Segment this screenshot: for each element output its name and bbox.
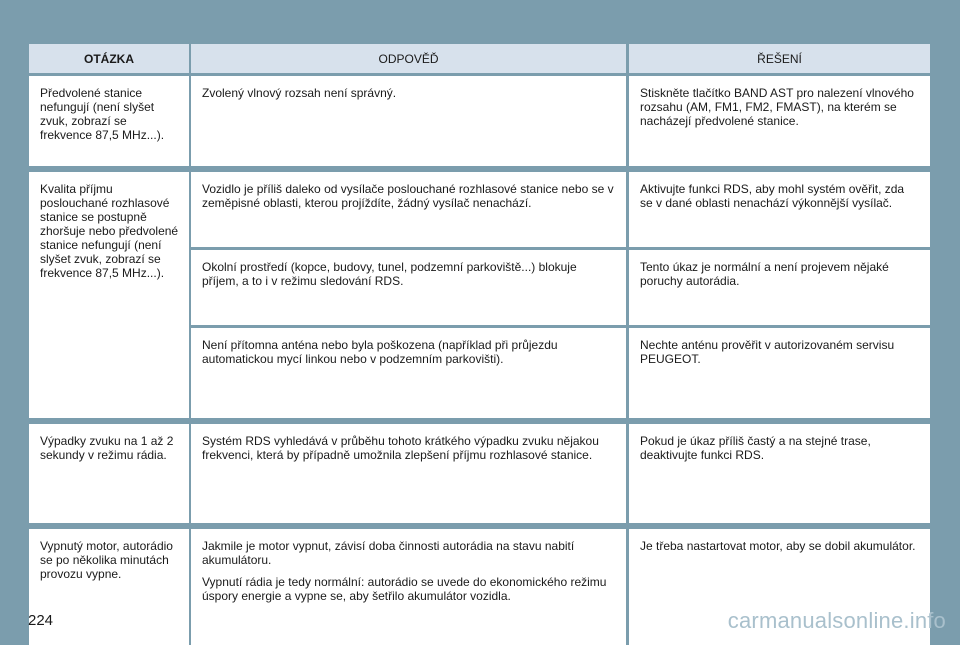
question-cell — [29, 76, 189, 166]
question-text: Předvolené stanice nefungují (není slyšet zvuk, zobrazí se frekvence 87,5 MHz...). — [40, 86, 165, 142]
answer-text: Vozidlo je příliš daleko od vysílače poslouchané rozhlasové stanice nebo se v zeměpisné oblasti, kterou projíždíte, žádný vysílač nenachází. — [202, 182, 614, 210]
solution-text: Stiskněte tlačítko BAND AST pro nalezení vlnového rozsahu (AM, FM1, FM2, FMAST), na kterém se nacházejí předvolené stanice. — [640, 86, 914, 128]
answer-cell — [191, 424, 626, 523]
answer-text: Systém RDS vyhledává v průběhu tohoto krátkého výpadku zvuku nějakou frekvenci, která by případně umožnila zlepšení příjmu rozhlasové stanice. — [202, 434, 599, 462]
solution-text: Je třeba nastartovat motor, aby se dobil akumulátor. — [640, 539, 916, 553]
solution-cell — [629, 76, 930, 166]
solution-text: Aktivujte funkci RDS, aby mohl systém ověřit, zda se v dané oblasti nenachází výkonnější vysílač. — [640, 182, 905, 210]
question-cell — [29, 424, 189, 523]
header-answer: ODPOVĚĎ — [191, 44, 626, 73]
answer-cell — [191, 328, 626, 418]
answer-text: Není přítomna anténa nebo byla poškozena (například při průjezdu automatickou mycí linkou nebo v podzemním parkovišti). — [202, 338, 558, 366]
solution-cell — [629, 172, 930, 247]
answer-cell — [191, 172, 626, 247]
question-text: Vypnutý motor, autorádio se po několika minutách provozu vypne. — [40, 539, 173, 581]
solution-cell — [629, 250, 930, 325]
solution-text: Nechte anténu prověřit v autorizovaném servisu PEUGEOT. — [640, 338, 895, 366]
question-text: Kvalita příjmu poslouchané rozhlasové stanice se postupně zhoršuje nebo předvolené stanice nefungují (není slyšet zvuk, zobrazí se frekvence 87,5 MHz...). — [40, 182, 179, 280]
answer-text: Jakmile je motor vypnut, závisí doba činnosti autorádia na stavu nabití akumulátoru. — [202, 539, 575, 567]
solution-cell — [629, 328, 930, 418]
watermark: carmanualsonline.info — [727, 608, 946, 633]
solution-text: Tento úkaz je normální a není projevem nějaké poruchy autorádia. — [640, 260, 889, 288]
answer-cell — [191, 250, 626, 325]
header-question: OTÁZKA — [29, 44, 189, 73]
question-text: Výpadky zvuku na 1 až 2 sekundy v režimu rádia. — [40, 434, 174, 462]
answer-cell — [191, 529, 626, 645]
page-number: 224 — [28, 612, 54, 629]
header-solution: ŘEŠENÍ — [629, 44, 930, 73]
question-cell — [29, 172, 189, 418]
answer-text: Zvolený vlnový rozsah není správný. — [202, 86, 397, 100]
answer-text: Vypnutí rádia je tedy normální: autorádio se uvede do ekonomického režimu úspory energie a vypne se, aby šetřilo akumulátor vozidla. — [202, 575, 607, 603]
answer-cell — [191, 76, 626, 166]
solution-cell — [629, 424, 930, 523]
solution-text: Pokud je úkaz příliš častý a na stejné trase, deaktivujte funkci RDS. — [640, 434, 871, 462]
answer-text: Okolní prostředí (kopce, budovy, tunel, podzemní parkoviště...) blokuje příjem, a to i v režimu sledování RDS. — [202, 260, 577, 288]
